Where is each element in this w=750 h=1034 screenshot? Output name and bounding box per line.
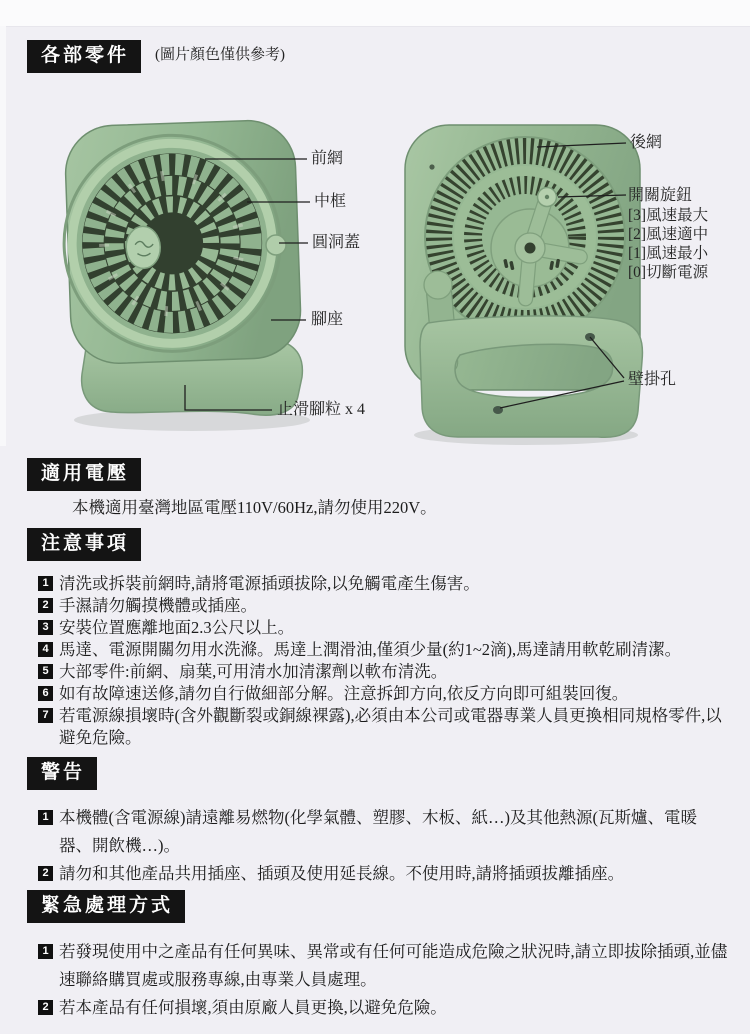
section-title-notices: 注意事項 <box>27 528 141 561</box>
notice-text: 若電源線損壞時(含外觀斷裂或銅線裸露),必須由本公司或電器專業人員更換相同規格零件,以避免危險。 <box>59 706 722 747</box>
notice-text: 清洗或拆裝前網時,請將電源插頭拔除,以免觸電產生傷害。 <box>59 574 480 593</box>
section-title-emergency: 緊急處理方式 <box>27 890 185 923</box>
label-foot-base: 腳座 <box>311 311 344 328</box>
notice-text: 如有故障速送修,請勿自行做細部分解。注意拆卸方向,依反方向即可組裝回復。 <box>59 684 629 703</box>
parts-illustration <box>0 90 750 458</box>
item-number-badge: 1 <box>38 944 53 959</box>
item-number-badge: 1 <box>38 810 53 825</box>
item-number-badge: 2 <box>38 598 53 613</box>
section-title-parts: 各部零件 <box>27 40 141 73</box>
label-front-grille: 前網 <box>311 150 344 167</box>
notice-item <box>38 683 750 705</box>
label-wall-mount-hole: 壁掛孔 <box>628 371 677 388</box>
emergency-text: 若發現使用中之產品有任何異味、異常或有任何可能造成危險之狀況時,請立即拔除插頭,並儘速聯絡購買處或服務專線,由專業人員處理。 <box>59 942 728 989</box>
notice-text: 大部零件:前網、扇葉,可用清水加清潔劑以軟布清洗。 <box>59 662 448 681</box>
section-title-warning: 警告 <box>27 757 97 790</box>
label-speed-1: [1]風速最小 <box>628 245 709 262</box>
warning-text: 本機體(含電源線)請遠離易燃物(化學氣體、塑膠、木板、紙…)及其他熱源(瓦斯爐、電暖器、開飲機…)。 <box>59 808 697 855</box>
notices-list <box>0 573 750 749</box>
label-switch-knob: 開關旋鈕 <box>628 187 693 204</box>
item-number-badge: 4 <box>38 642 53 657</box>
section-title-voltage: 適用電壓 <box>27 458 141 491</box>
label-speed-positions <box>628 206 708 282</box>
warning-item <box>38 804 750 860</box>
item-number-badge: 2 <box>38 866 53 881</box>
item-number-badge: 2 <box>38 1000 53 1015</box>
label-antislip-feet: 止滑腳粒 x 4 <box>277 401 366 418</box>
item-number-badge: 1 <box>38 576 53 591</box>
emergency-text: 若本產品有任何損壞,須由原廠人員更換,以避免危險。 <box>59 998 447 1017</box>
warning-list <box>0 804 750 888</box>
notice-text: 馬達、電源開關勿用水洗滌。馬達上潤滑油,僅須少量(約1~2滴),馬達請用軟乾刷清潔。 <box>59 640 682 659</box>
warning-item <box>38 860 750 888</box>
notice-item <box>38 617 750 639</box>
item-number-badge: 7 <box>38 708 53 723</box>
notice-item <box>38 595 750 617</box>
item-number-badge: 5 <box>38 664 53 679</box>
voltage-body: 本機適用臺灣地區電壓110V/60Hz,請勿使用220V。 <box>72 498 437 517</box>
item-number-badge: 6 <box>38 686 53 701</box>
parts-color-note: (圖片顏色僅供參考) <box>155 47 286 63</box>
notice-item <box>38 573 750 595</box>
label-speed-3: [3]風速最大 <box>628 207 709 224</box>
item-number-badge: 3 <box>38 620 53 635</box>
notice-item <box>38 639 750 661</box>
emergency-item <box>38 994 750 1022</box>
emergency-item <box>38 938 750 994</box>
notice-text: 安裝位置應離地面2.3公尺以上。 <box>59 618 295 637</box>
notice-text: 手濕請勿觸摸機體或插座。 <box>59 596 257 615</box>
label-rear-grille: 後網 <box>630 134 663 151</box>
label-round-cover: 圓洞蓋 <box>312 234 361 251</box>
emergency-list <box>0 938 750 1022</box>
notice-item <box>38 661 750 683</box>
notice-item <box>38 705 750 749</box>
label-middle-frame: 中框 <box>314 193 347 210</box>
warning-text: 請勿和其他產品共用插座、插頭及使用延長線。不使用時,請將插頭拔離插座。 <box>59 864 625 883</box>
label-speed-0: [0]切斷電源 <box>628 264 709 281</box>
label-speed-2: [2]風速適中 <box>628 226 709 243</box>
